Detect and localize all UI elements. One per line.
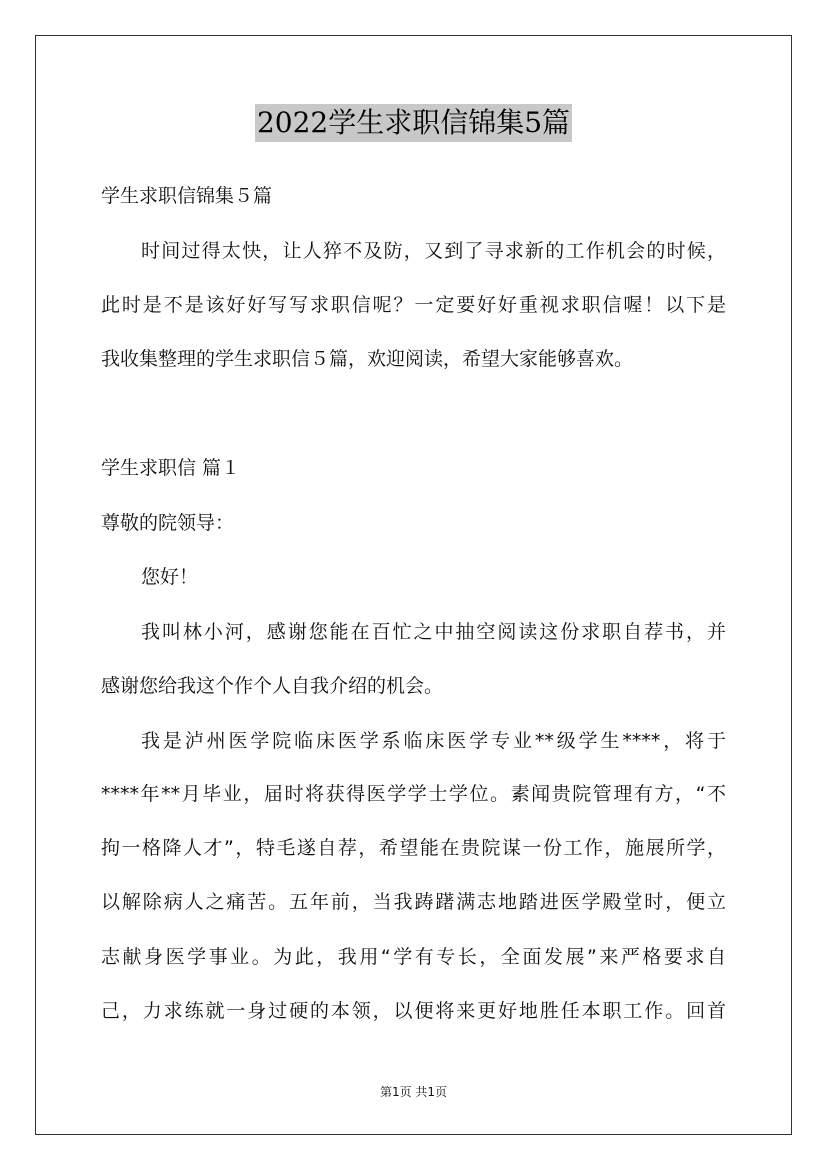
paragraph-line: ****年**月毕业，届时将获得医学学士学位。素闻贵院管理有方，“不 <box>101 783 726 805</box>
paragraph-line: 我收集整理的学生求职信５篇，欢迎阅读，希望大家能够喜欢。 <box>101 348 634 370</box>
section-heading: 学生求职信 篇１ <box>101 457 241 479</box>
paragraph-line: 我叫林小河，感谢您能在百忙之中抽空阅读这份求职自荐书，并 <box>141 621 726 643</box>
salutation: 尊敬的院领导： <box>101 512 235 534</box>
document-title: 2022学生求职信锦集5篇 <box>255 104 572 142</box>
subtitle: 学生求职信锦集５篇 <box>101 185 273 207</box>
paragraph-line: 时间过得太快，让人猝不及防，又到了寻求新的工作机会的时候， <box>141 240 726 262</box>
paragraph-line: 以解除病人之痛苦。五年前，当我踌躇满志地踏进医学殿堂时，便立 <box>101 891 726 913</box>
paragraph-line: 感谢您给我这个作个人自我介绍的机会。 <box>101 675 444 697</box>
paragraph-line: 我是泸州医学院临床医学系临床医学专业**级学生****，将于 <box>141 730 726 752</box>
paragraph-line: 己，力求练就一身过硬的本领，以便将来更好地胜任本职工作。回首 <box>101 1000 726 1022</box>
title-container <box>0 104 827 142</box>
paragraph-line: 此时是不是该好好写写求职信呢？一定要好好重视求职信喔！以下是 <box>101 294 726 316</box>
page-footer: 第1页 共1页 <box>379 1085 448 1099</box>
paragraph-line: 拘一格降人才”，特毛遂自荐，希望能在贵院谋一份工作，施展所学， <box>101 837 726 859</box>
paragraph-line: 志献身医学事业。为此，我用“学有专长，全面发展”来严格要求自 <box>101 946 726 968</box>
greeting: 您好！ <box>141 566 199 588</box>
